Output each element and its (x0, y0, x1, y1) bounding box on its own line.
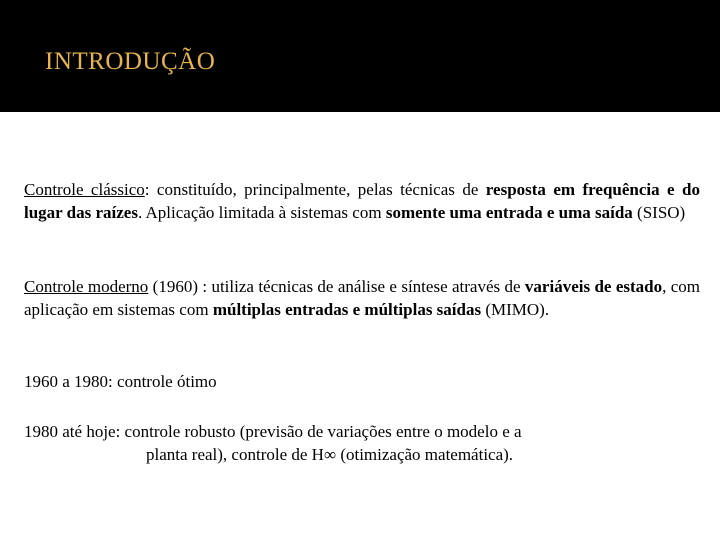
bold-fragment: variáveis de estado (524, 277, 663, 296)
term-classic-control: Controle clássico (24, 180, 145, 199)
paragraph-modern-control (24, 275, 700, 321)
bold-fragment: resposta em frequência e do lugar das raízes (24, 180, 700, 222)
term-modern-control: Controle moderno (24, 277, 149, 296)
paragraph-optimal-control: 1960 a 1980: controle ótimo (24, 372, 217, 391)
paragraph-robust-control (24, 420, 700, 466)
slide-title: INTRODUÇÃO (45, 48, 216, 75)
robust-control-line-1: 1980 até hoje: controle robusto (previsão de variações entre o modelo e a (24, 422, 522, 441)
text-fragment: , com aplicação em sistemas com (24, 277, 701, 319)
text-fragment: (SISO) (632, 203, 686, 222)
text-fragment: : constituído, principalmente, pelas técnicas de (144, 180, 486, 199)
text-fragment: . Aplicação limitada à sistemas com (137, 203, 386, 222)
paragraph-classic-control (24, 178, 700, 224)
bold-fragment: múltiplas entradas e múltiplas saídas (212, 300, 482, 319)
slide-header (0, 0, 720, 112)
text-fragment: (MIMO). (481, 300, 550, 319)
robust-control-line-2: planta real), controle de H∞ (otimização matemática). (146, 445, 514, 464)
text-fragment: (1960) : utiliza técnicas de análise e síntese através de (148, 277, 525, 296)
bold-fragment: somente uma entrada e uma saída (385, 203, 633, 222)
